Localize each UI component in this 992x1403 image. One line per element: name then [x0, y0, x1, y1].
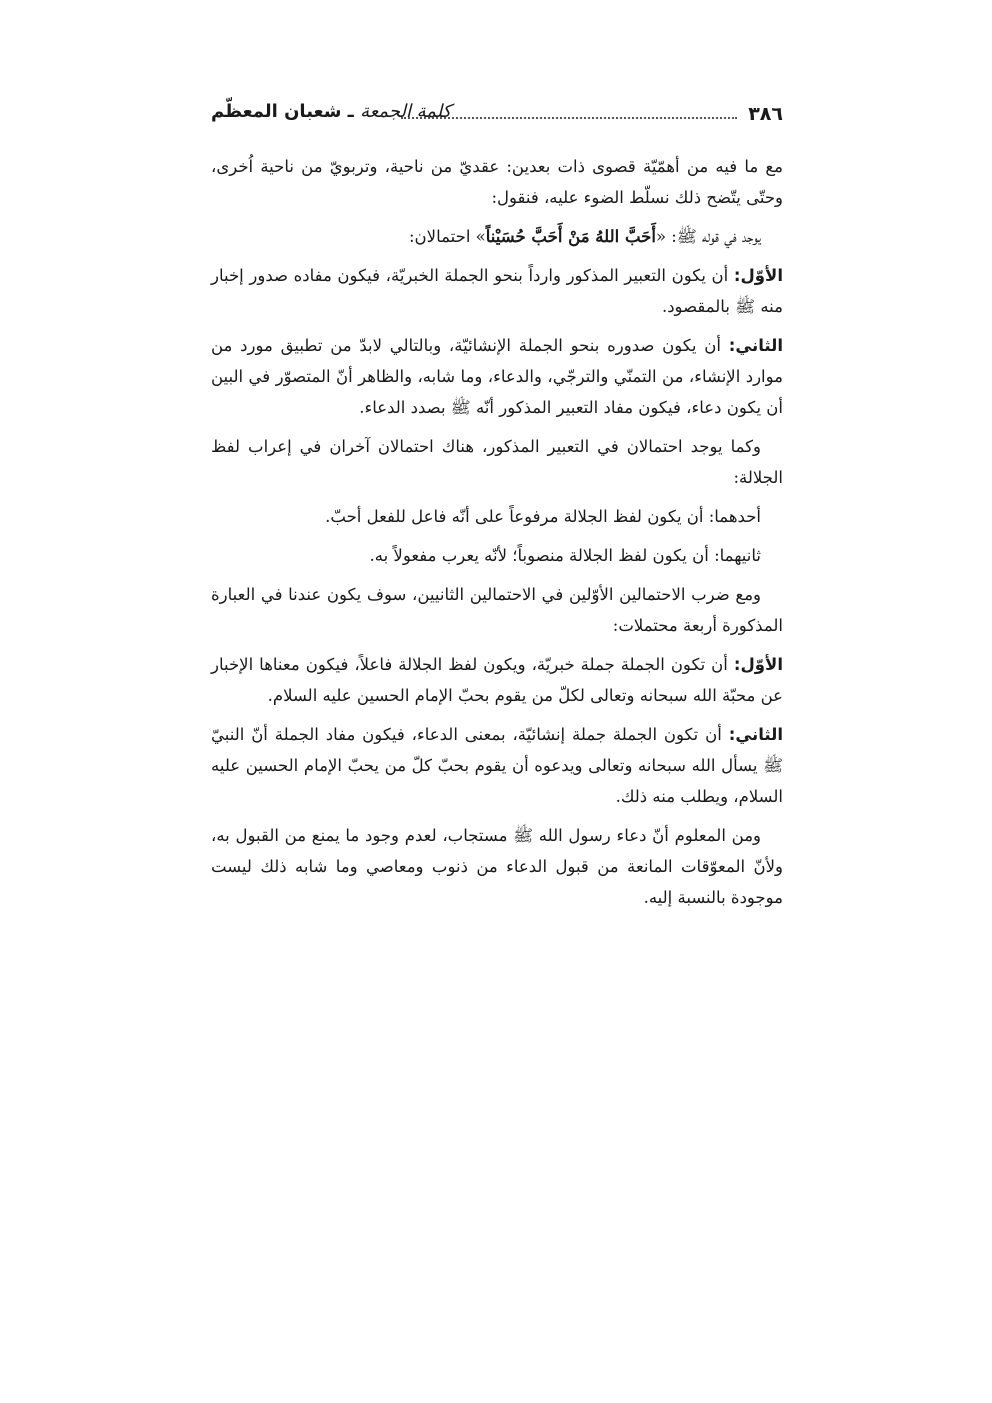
paragraph: [211, 579, 783, 641]
page-number: ٣٨٦: [748, 103, 783, 125]
paragraph-text: ثانيهما: أن يكون لفظ الجلالة منصوباً؛ لأنّه يعرب مفعولاً به.: [369, 546, 761, 565]
paragraph: [211, 820, 783, 913]
paragraph-second-possibility: [211, 330, 783, 423]
paragraph: [211, 151, 783, 213]
paragraph-combination-first: [211, 649, 783, 711]
running-title: [211, 101, 451, 122]
paragraph: [211, 431, 783, 493]
hadith-quote: أَحَبَّ اللهُ مَنْ أَحَبَّ حُسَيْناً: [485, 227, 656, 246]
book-title: كلمة الجمعة: [360, 101, 452, 122]
body-text: [211, 151, 783, 913]
paragraph-text: ومع ضرب الاحتمالين الأوّلين في الاحتمالين الثانيين، سوف يكون عندنا في العبارة المذكورة أربعة محتملات:: [211, 585, 783, 635]
paragraph-lead: الأوّل:: [733, 266, 783, 285]
paragraph-text-post: » احتمالان:: [409, 227, 486, 246]
paragraph-hadith: [211, 221, 783, 252]
paragraph-text: أن يكون التعبير المذكور وارداً بنحو الجملة الخبريّة، فيكون مفاده صدور إخبار منه ﷺ بالمقصود.: [211, 266, 783, 316]
chapter-title: شعبان المعظّم: [211, 101, 342, 122]
dotted-leader: [401, 117, 737, 119]
paragraph-text: أحدهما: أن يكون لفظ الجلالة مرفوعاً على أنّه فاعل للفعل أحبّ.: [325, 507, 761, 526]
paragraph-combination-second: [211, 719, 783, 812]
paragraph-option-one: [211, 501, 783, 532]
paragraph-first-possibility: [211, 260, 783, 322]
paragraph-lead: الثاني:: [728, 336, 783, 355]
paragraph-text-pre: يوجد في قوله ﷺ: «: [655, 227, 761, 246]
paragraph-text: مع ما فيه من أهمّيّة قصوى ذات بعدين: عقديّ من ناحية، وتربويّ من ناحية اُخرى، وحتّى يتّضح ذلك نسلّط الضوء عليه، فنقول:: [211, 157, 783, 207]
title-separator: ـ: [341, 101, 361, 122]
paragraph-text: أن تكون الجملة جملة إنشائيّة، بمعنى الدعاء، فيكون مفاد الجملة أنّ النبيّ ﷺ يسأل الله سبحانه وتعالى ويدعوه أن يقوم بحبّ كلّ من يحبّ الإمام الحسين عليه السلام، ويطلب منه ذلك.: [211, 725, 783, 806]
paragraph-option-two: [211, 540, 783, 571]
page: [211, 95, 783, 921]
paragraph-lead: الأوّل:: [733, 655, 783, 674]
paragraph-text: وكما يوجد احتمالان في التعبير المذكور، هناك احتمالان آخران في إعراب لفظ الجلالة:: [211, 437, 783, 487]
running-header: [211, 95, 783, 139]
paragraph-lead: الثاني:: [728, 725, 783, 744]
paragraph-text: أن تكون الجملة جملة خبريّة، ويكون لفظ الجلالة فاعلاً، فيكون معناها الإخبار عن محبّة الله سبحانه وتعالى لكلّ من يقوم بحبّ الإمام الحسين عليه السلام.: [211, 655, 783, 705]
paragraph-text: ومن المعلوم أنّ دعاء رسول الله ﷺ مستجاب، لعدم وجود ما يمنع من القبول به، ولأنّ المعوّقات المانعة من قبول الدعاء من ذنوب ومعاصي وما شابه ذلك ليست موجودة بالنسبة إليه.: [211, 826, 783, 907]
paragraph-text: أن يكون صدوره بنحو الجملة الإنشائيّة، وبالتالي لابدّ من تطبيق مورد من موارد الإنشاء، من التمنّي والترجّي، والدعاء، وما شابه، والظاهر أنّ المتصوّر في البين أن يكون دعاء، فيكون مفاد التعبير المذكور أنّه ﷺ بصدد الدعاء.: [211, 336, 783, 417]
